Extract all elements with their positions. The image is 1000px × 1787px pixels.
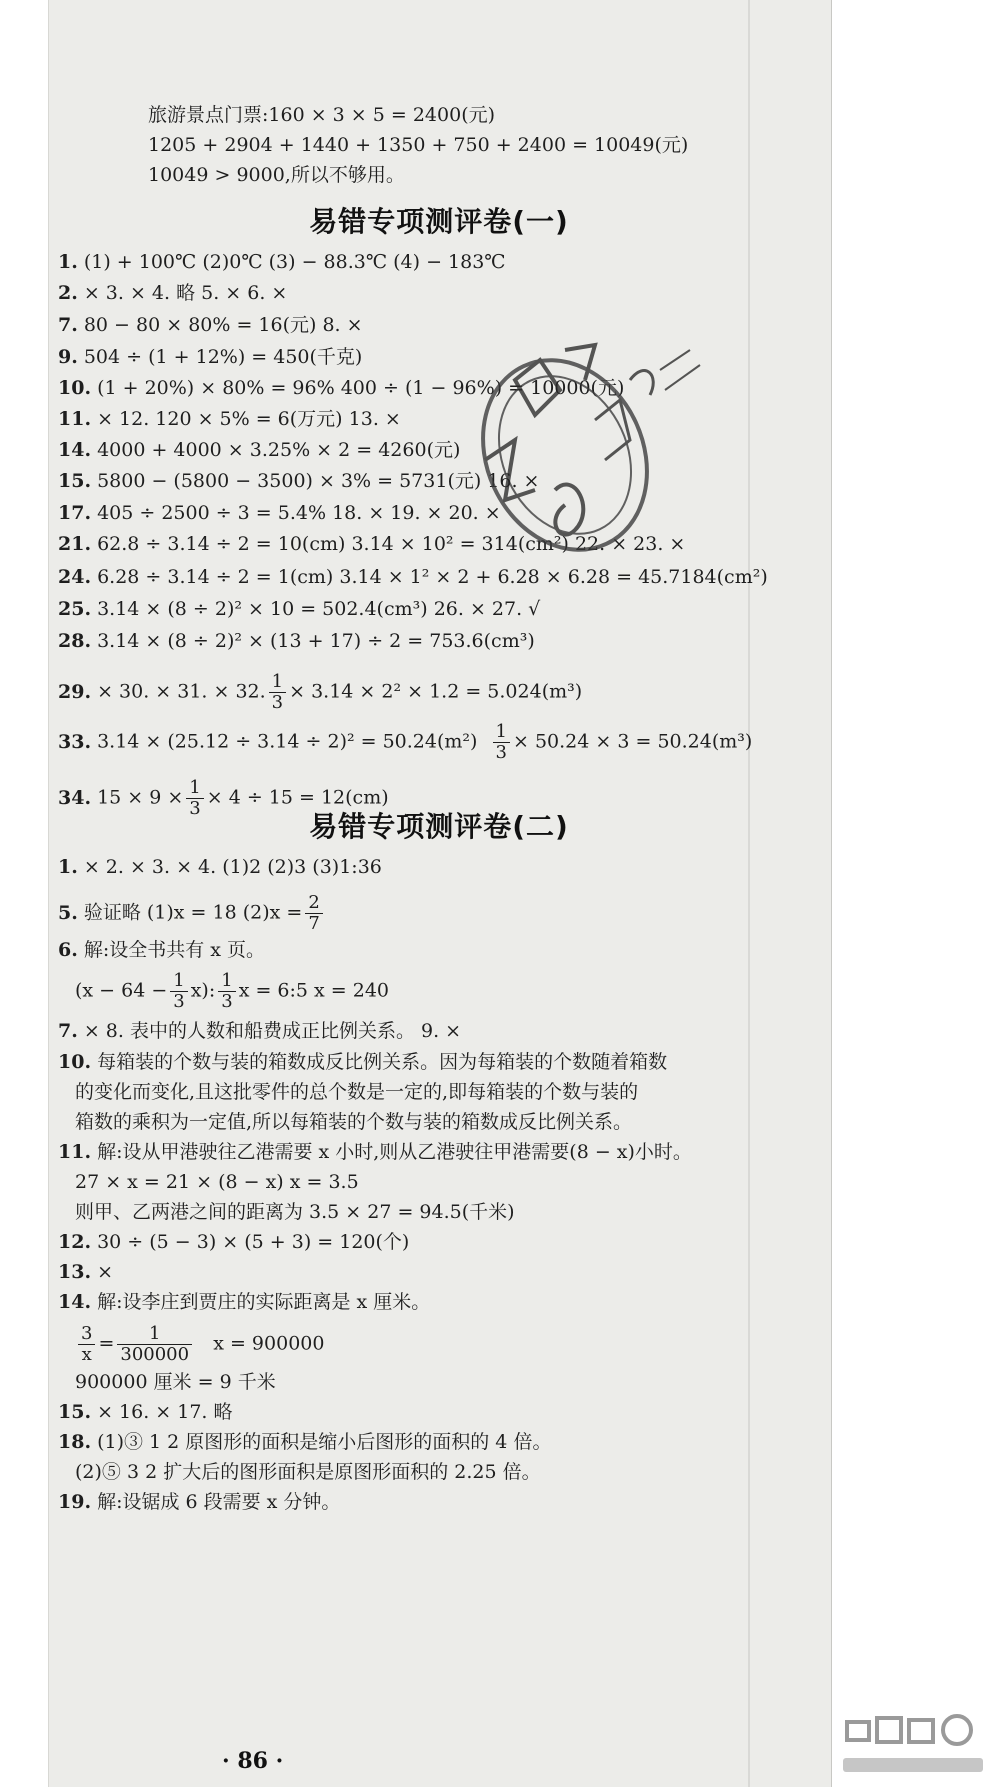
- answer-number: 15.: [58, 470, 92, 492]
- answer-line: [58, 1288, 430, 1316]
- fraction: [305, 893, 322, 934]
- answer-number: 9.: [58, 346, 78, 368]
- equation-text: x):: [190, 979, 216, 1002]
- top-line-3: 10049 > 9000,所以不够用。: [148, 164, 405, 186]
- answer-text: (1 + 20%) × 80% = 96% 400 ÷ (1 − 96%) = 10000(元): [97, 377, 625, 399]
- answer-number: 5.: [58, 901, 78, 924]
- fraction-denominator: 3: [189, 798, 201, 819]
- fraction-denominator: 3: [173, 991, 185, 1012]
- answer-number: 18.: [58, 1431, 92, 1453]
- stamp-watermark-icon: [445, 320, 745, 580]
- answer-text: × 2. × 3. × 4. (1)2 (2)3 (3)1:36: [83, 856, 382, 878]
- continuation-line: 27 × x = 21 × (8 − x) x = 3.5: [75, 1171, 359, 1193]
- answer-text: × 50.24 × 3 = 50.24(m³): [513, 730, 753, 753]
- top-line-1: 旅游景点门票:160 × 3 × 5 = 2400(元): [148, 104, 496, 126]
- answer-line: [58, 343, 362, 371]
- page-number: · 86 ·: [222, 1748, 284, 1774]
- answer-line: [58, 1488, 340, 1516]
- answer-line: [58, 1138, 692, 1166]
- answer-number: 1.: [58, 856, 78, 878]
- continuation-line: 则甲、乙两港之间的距离为 3.5 × 27 = 94.5(千米): [75, 1201, 515, 1223]
- fraction-numerator: 1: [269, 672, 286, 693]
- answer-number: 14.: [58, 439, 92, 461]
- answer-text: × 3.14 × 2² × 1.2 = 5.024(m³): [289, 680, 583, 703]
- equation-text: x = 6:5 x = 240: [238, 979, 390, 1002]
- fraction-numerator: 1: [493, 722, 510, 743]
- answer-number: 10.: [58, 1051, 92, 1073]
- answer-text: 3.14 × (8 ÷ 2)² × (13 + 17) ÷ 2 = 753.6(cm³): [97, 630, 535, 652]
- answer-number: 19.: [58, 1491, 92, 1513]
- answer-number: 15.: [58, 1401, 92, 1423]
- answer-number: 6.: [58, 939, 78, 961]
- answer-number: 13.: [58, 1261, 92, 1283]
- answer-line-5: [58, 893, 326, 934]
- answer-number: 7.: [58, 1020, 78, 1042]
- page-fold-shadow: [748, 0, 750, 1787]
- answer-line: [58, 436, 460, 464]
- answer-text: 3.14 × (8 ÷ 2)² × 10 = 502.4(cm³) 26. × 27. √: [97, 598, 541, 620]
- answer-line: [58, 853, 382, 881]
- answer-text: 5800 − (5800 − 3500) × 3% = 5731(元) 16. ×: [97, 470, 540, 492]
- answer-number: 24.: [58, 566, 92, 588]
- continuation-line: 900000 厘米 = 9 千米: [75, 1371, 276, 1393]
- answer-number: 28.: [58, 630, 92, 652]
- answer-text: (1) + 100℃ (2)0℃ (3) − 88.3℃ (4) − 183℃: [83, 251, 506, 273]
- fraction-denominator: 3: [495, 742, 507, 763]
- answer-number: 11.: [58, 1141, 92, 1163]
- fraction-numerator: 1: [117, 1324, 192, 1345]
- answer-number: 11.: [58, 408, 92, 430]
- answer-line: [58, 405, 401, 433]
- fraction-numerator: 1: [170, 971, 187, 992]
- answer-text: × 12. 120 × 5% = 6(万元) 13. ×: [97, 408, 401, 430]
- section1-title: 易错专项测评卷(一): [309, 205, 569, 238]
- fraction-numerator: 2: [305, 893, 322, 914]
- answer-number: 12.: [58, 1231, 92, 1253]
- fraction: [78, 1324, 95, 1365]
- fraction-numerator: 1: [186, 778, 203, 799]
- answer-line: [58, 1428, 551, 1456]
- answer-text: 504 ÷ (1 + 12%) = 450(千克): [83, 346, 363, 368]
- answer-line: [58, 311, 363, 339]
- answer-number: 25.: [58, 598, 92, 620]
- answer-text: × 8. 表中的人数和船费成正比例关系。 9. ×: [83, 1020, 462, 1042]
- answer-line: [58, 279, 287, 307]
- answer-number: 7.: [58, 314, 78, 336]
- answer-number: 10.: [58, 377, 92, 399]
- answer-text: 解:设全书共有 x 页。: [83, 939, 266, 961]
- answer-text: 15 × 9 ×: [97, 786, 184, 809]
- answer-text: 验证略 (1)x = 18 (2)x =: [83, 901, 303, 924]
- answer-number: 1.: [58, 251, 78, 273]
- answer-line: [58, 1228, 409, 1256]
- answer-line: [58, 595, 540, 623]
- fraction: [218, 971, 235, 1012]
- continuation-line: 箱数的乘积为一定值,所以每箱装的个数与装的箱数成反比例关系。: [75, 1111, 633, 1133]
- fraction-numerator: 1: [218, 971, 235, 992]
- answer-text: 每箱装的个数与装的箱数成反比例关系。因为每箱装的个数随着箱数: [97, 1051, 668, 1073]
- answer-line: [58, 1048, 667, 1076]
- continuation-line: 的变化而变化,且这批零件的总个数是一定的,即每箱装的个数与装的: [75, 1081, 639, 1103]
- answer-line: [58, 1017, 461, 1045]
- answer-number: 17.: [58, 502, 92, 524]
- answer-text: 405 ÷ 2500 ÷ 3 = 5.4% 18. × 19. × 20. ×: [97, 502, 501, 524]
- fraction-denominator: 300000: [120, 1344, 190, 1365]
- answer-number: 2.: [58, 282, 78, 304]
- answer-text: 80 − 80 × 80% = 16(元) 8. ×: [83, 314, 363, 336]
- top-line-2: 1205 + 2904 + 1440 + 1350 + 750 + 2400 = 10049(元): [148, 134, 689, 156]
- answer-number: 14.: [58, 1291, 92, 1313]
- fraction-denominator: 7: [308, 913, 320, 934]
- answer-text: × 16. × 17. 略: [97, 1401, 233, 1423]
- fraction: [117, 1324, 192, 1365]
- fraction: [493, 722, 510, 763]
- answer-text: 6.28 ÷ 3.14 ÷ 2 = 1(cm) 3.14 × 1² × 2 + 6.28 × 6.28 = 45.7184(cm²): [97, 566, 768, 588]
- answer-line: [58, 1258, 113, 1286]
- answer-text: 解:设李庄到贾庄的实际距离是 x 厘米。: [97, 1291, 431, 1313]
- answer-text: 4000 + 4000 × 3.25% × 2 = 4260(元): [97, 439, 461, 461]
- equation-text: =: [98, 1332, 115, 1355]
- fraction-denominator: 3: [271, 692, 284, 713]
- site-watermark-icon: [835, 1700, 995, 1780]
- answer-text: 30 ÷ (5 − 3) × (5 + 3) = 120(个): [97, 1231, 410, 1253]
- answer-number: 33.: [58, 730, 92, 753]
- answer-line: [58, 248, 506, 276]
- answer-text: 3.14 × (25.12 ÷ 3.14 ÷ 2)² = 50.24(m²): [97, 730, 478, 753]
- equation-text: x = 900000: [213, 1332, 325, 1355]
- answer-line: [58, 499, 501, 527]
- answer-text: × 4 ÷ 15 = 12(cm): [206, 786, 389, 809]
- equation-text: (x − 64 −: [75, 979, 168, 1002]
- answer-line: [58, 627, 535, 655]
- answer-text: × 3. × 4. 略 5. × 6. ×: [83, 282, 288, 304]
- answer-number: 29.: [58, 680, 92, 703]
- answer-text: ×: [97, 1261, 113, 1283]
- fraction-denominator: x: [81, 1344, 92, 1365]
- answer-text: (1)③ 1 2 原图形的面积是缩小后图形的面积的 4 倍。: [97, 1431, 552, 1453]
- continuation-line: (2)⑤ 3 2 扩大后的图形面积是原图形面积的 2.25 倍。: [75, 1461, 541, 1483]
- answer-line: [58, 1398, 233, 1426]
- answer-line-29: [58, 672, 582, 713]
- answer-text: 解:设锯成 6 段需要 x 分钟。: [97, 1491, 341, 1513]
- fraction-denominator: 3: [221, 991, 233, 1012]
- section2-title: 易错专项测评卷(二): [309, 810, 569, 843]
- answer-number: 21.: [58, 533, 92, 555]
- fraction: [170, 971, 187, 1012]
- answer-line-33: [58, 722, 752, 763]
- fraction-numerator: 3: [78, 1324, 95, 1345]
- answer-text: 解:设从甲港驶往乙港需要 x 小时,则从乙港驶往甲港需要(8 − x)小时。: [97, 1141, 692, 1163]
- answer-number: 34.: [58, 786, 92, 809]
- fraction: [269, 672, 286, 713]
- answer-line: [58, 936, 265, 964]
- answer-text: × 30. × 31. × 32.: [97, 680, 266, 703]
- equation-line: [75, 971, 389, 1012]
- answer-text: 62.8 ÷ 3.14 ÷ 2 = 10(cm) 3.14 × 10² = 314(cm²) 22. × 23. ×: [97, 533, 686, 555]
- equation-line: [75, 1324, 324, 1365]
